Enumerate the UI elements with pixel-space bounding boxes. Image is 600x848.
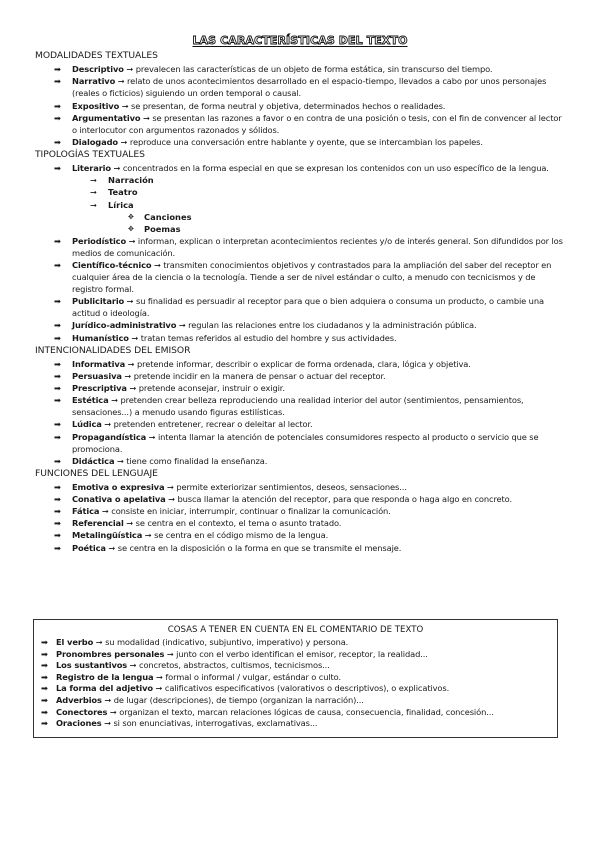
item-text: ➞ pretenden crear belleza reproduciendo una realidad interior del autor (sentimientos, pensamientos, sensaciones...) a menudo usando figuras estilísticas. [72, 395, 524, 418]
list-item [35, 493, 565, 505]
section-heading-funciones: FUNCIONES DEL LENGUAJE [35, 467, 158, 479]
item-term: Jurídico-administrativo [72, 320, 177, 331]
box-item [34, 637, 557, 649]
arrow-icon: ➡ [54, 320, 61, 331]
list-item [35, 162, 565, 174]
arrow-icon: ➡ [41, 637, 48, 647]
item-text: ➞ informan, explican o interpretan acontecimientos recientes y/o de interés general. Son difundidos por los medios de comunicación. [72, 235, 563, 258]
arrow-icon: ➡ [54, 100, 61, 111]
subsub-term: Canciones [144, 211, 192, 222]
arrow-icon: ➡ [54, 112, 61, 123]
list-item [35, 319, 565, 331]
subsub-term: Poemas [144, 223, 181, 234]
thin-arrow-icon: ➞ [90, 175, 97, 186]
item-text: ➞ reproduce una conversación entre hablante y oyente, que se intercambian los papeles. [117, 136, 483, 147]
item-text: ➞ se centra en la disposición o la forma en que se transmite el mensaje. [105, 542, 402, 553]
item-text: ➞ su finalidad es persuadir al receptor para que o bien adquiera o consuma un producto, o cambie una actitud o ideología. [72, 296, 544, 319]
list-item [35, 529, 565, 541]
flower-bullet-icon: ✥ [128, 212, 134, 221]
section-heading-modalidades: MODALIDADES TEXTUALES [35, 50, 158, 61]
box-item [34, 695, 557, 707]
subsublist-item [35, 223, 565, 235]
list-item [35, 259, 565, 295]
list-funciones [35, 481, 565, 554]
box-item-term: Conectores [56, 706, 108, 717]
arrow-icon: ➡ [54, 518, 61, 529]
item-term: Conativa o apelativa [72, 494, 166, 505]
arrow-icon: ➡ [54, 136, 61, 147]
list-item [35, 136, 565, 148]
subsublist-item [35, 211, 565, 223]
content [35, 50, 565, 555]
item-text: ➞ busca llamar la atención del receptor, para que responda o haga algo en concreto. [165, 494, 512, 505]
item-term: Científico-técnico [72, 260, 152, 270]
list-item [35, 382, 565, 394]
thin-arrow-icon: ➞ [90, 187, 97, 198]
item-text: ➞ concentrados en la forma especial en que se expresan los contenidos con un uso específico de la lengua. [110, 163, 549, 174]
arrow-icon: ➡ [54, 235, 61, 246]
item-term: Prescriptiva [72, 383, 127, 394]
box-item-term: Registro de la lengua [56, 671, 154, 682]
arrow-icon: ➡ [41, 694, 48, 705]
item-text: ➞ se centra en el contexto, el tema o asunto tratado. [123, 518, 342, 529]
arrow-icon: ➡ [54, 431, 61, 442]
box-item [34, 672, 557, 684]
sub-term: Teatro [108, 187, 138, 198]
arrow-icon: ➡ [54, 76, 61, 87]
item-text: ➞ pretende informar, describir o explicar de forma ordenada, clara, lógica y objetiva. [125, 358, 471, 369]
arrow-icon: ➡ [54, 494, 61, 505]
list-item [35, 542, 565, 554]
sub-term: Lírica [108, 199, 134, 210]
box-item-text: ➞ si son enunciativas, interrogativas, exclamativas... [101, 718, 318, 729]
arrow-icon: ➡ [54, 163, 61, 174]
item-text: ➞ permite exteriorizar sentimientos, deseos, sensaciones... [164, 482, 407, 493]
list-item [35, 517, 565, 529]
box-item-term: Pronombres personales [56, 648, 165, 659]
item-term: Publicitario [72, 296, 125, 307]
item-text: ➞ se presentan las razones a favor o en contra de una posición o tesis, con el fin de convencer al lector o interlocutor con argumentos razonados y sólidos. [72, 112, 562, 135]
list-item [35, 100, 565, 112]
item-text: ➞ tiene como finalidad la enseñanza. [114, 455, 268, 466]
item-term: Fática [72, 506, 100, 517]
item-term: Lúdica [72, 419, 102, 430]
sub-term: Narración [108, 175, 154, 186]
box-item-text: ➞ su modalidad (indicativo, subjuntivo, imperativo) y persona. [93, 637, 349, 647]
item-term: Informativa [72, 358, 126, 369]
item-term: Poética [72, 542, 106, 553]
item-text: ➞ prevalecen las características de un objeto de forma estática, sin transcurso del tiempo. [123, 64, 493, 75]
box-item [34, 718, 557, 730]
box-item [34, 707, 557, 719]
list-item [35, 295, 565, 319]
item-text: ➞ pretenden entretener, recrear o deleitar al lector. [101, 419, 313, 430]
box-item-term: El verbo [56, 637, 94, 647]
list-item [35, 481, 565, 493]
list-item [35, 455, 565, 467]
arrow-icon: ➡ [54, 542, 61, 553]
thin-arrow-icon: ➞ [90, 199, 97, 210]
item-term: Periodístico [72, 235, 127, 246]
arrow-icon: ➡ [54, 482, 61, 493]
list-item [35, 235, 565, 259]
list-item [35, 505, 565, 517]
item-text: ➞ tratan temas referidos al estudio del hombre y sus actividades. [128, 332, 397, 343]
box-item [34, 649, 557, 661]
item-term: Literario [72, 163, 111, 174]
arrow-icon: ➡ [54, 296, 61, 307]
arrow-icon: ➡ [54, 260, 61, 270]
item-term: Estética [72, 395, 109, 406]
arrow-icon: ➡ [41, 648, 48, 659]
item-text: ➞ relato de unos acontecimientos desarrollado en el espacio-tiempo, llevados a cabo por unos personajes (reales o ficticios) siguiendo un orden temporal o causal. [72, 76, 547, 99]
list-item [35, 394, 565, 418]
item-term: Expositivo [72, 100, 120, 111]
box-item-text: ➞ organizan el texto, marcan relaciones lógicas de causa, consecuencia, finalidad, concesión... [107, 706, 494, 717]
list-item [35, 370, 565, 382]
list-intencionalidades [35, 358, 565, 467]
item-text: ➞ pretende incidir en la manera de pensar o actuar del receptor. [121, 371, 386, 382]
item-term: Emotiva o expresiva [72, 482, 165, 493]
arrow-icon: ➡ [54, 383, 61, 394]
arrow-icon: ➡ [41, 706, 48, 717]
document-title: LAS CARACTERÍSTICAS DEL TEXTO [192, 34, 408, 47]
item-text: ➞ consiste en iniciar, interrumpir, continuar o finalizar la comunicación. [99, 506, 391, 517]
list-item [35, 431, 565, 455]
item-term: Propagandística [72, 431, 147, 442]
box-item-text: ➞ formal o informal / vulgar, estándar o culto. [153, 671, 341, 682]
item-text: ➞ se centra en el código mismo de la lengua. [142, 530, 329, 541]
arrow-icon: ➡ [54, 371, 61, 382]
item-text: ➞ regulan las relaciones entre los ciudadanos y la administración pública. [176, 320, 477, 331]
arrow-icon: ➡ [54, 530, 61, 541]
arrow-icon: ➡ [54, 358, 61, 369]
section-heading-tipologias: TIPOLOGÍAS TEXTUALES [35, 148, 145, 160]
box-item-term: La forma del adjetivo [56, 683, 154, 694]
item-term: Descriptivo [72, 64, 124, 75]
box-item-text: ➞ concretos, abstractos, cultismos, tecnicismos... [127, 660, 330, 671]
list-item [35, 418, 565, 430]
arrow-icon: ➡ [41, 671, 48, 682]
item-term: Referencial [72, 518, 124, 529]
comment-tips-box [33, 619, 558, 738]
item-text: ➞ transmiten conocimientos objetivos y contrastados para la ampliación del saber del receptor en cualquier área de la ciencia o la tecnología. Tiende a ser de nivel estándar o culto, a menudo con tecnicismos y de registro formal. [72, 260, 552, 295]
item-term: Metalingüística [72, 530, 143, 541]
box-item-text: ➞ junto con el verbo identifican el emisor, receptor, la realidad... [164, 648, 428, 659]
document-title-wrap [0, 29, 600, 48]
box-item-term: Adverbios [56, 694, 102, 705]
arrow-icon: ➡ [41, 660, 48, 671]
arrow-icon: ➡ [54, 395, 61, 406]
box-item [34, 683, 557, 695]
list-item [35, 75, 565, 99]
item-term: Humanístico [72, 332, 129, 343]
arrow-icon: ➡ [54, 64, 61, 75]
box-item-text: ➞ de lugar (descripciones), de tiempo (organizan la narración)... [101, 694, 364, 705]
list-item [35, 112, 565, 136]
arrow-icon: ➡ [54, 332, 61, 343]
box-heading: COSAS A TENER EN CUENTA EN EL COMENTARIO DE TEXTO [167, 625, 424, 635]
list-item [35, 63, 565, 75]
flower-bullet-icon: ✥ [128, 224, 134, 233]
item-term: Dialogado [72, 136, 118, 147]
item-text: ➞ pretende aconsejar, instruir o exigir. [126, 383, 285, 394]
sublist-item [35, 199, 565, 211]
sublist-item [35, 174, 565, 186]
box-item-term: Oraciones [56, 718, 102, 729]
item-term: Didáctica [72, 455, 115, 466]
section-heading-intencionalidades: INTENCIONALIDADES DEL EMISOR [35, 344, 191, 356]
box-item-text: ➞ calificativos especificativos (valorativos o descriptivos), o explicativos. [153, 683, 450, 694]
arrow-icon: ➡ [54, 506, 61, 517]
arrow-icon: ➡ [41, 718, 48, 729]
item-term: Argumentativo [72, 112, 141, 123]
item-term: Persuasiva [72, 371, 122, 382]
list-modalidades [35, 63, 565, 148]
box-item [34, 660, 557, 672]
arrow-icon: ➡ [41, 683, 48, 694]
arrow-icon: ➡ [54, 455, 61, 466]
item-text: ➞ intenta llamar la atención de potenciales consumidores respecto al producto o servicio que se promociona. [72, 431, 539, 454]
item-text: ➞ se presentan, de forma neutral y objetiva, determinados hechos o realidades. [119, 100, 446, 111]
list-item [35, 332, 565, 344]
list-item [35, 358, 565, 370]
list-tipologias [35, 162, 565, 343]
arrow-icon: ➡ [54, 419, 61, 430]
box-item-term: Los sustantivos [56, 660, 128, 671]
sublist-item [35, 186, 565, 198]
item-term: Narrativo [72, 76, 116, 87]
